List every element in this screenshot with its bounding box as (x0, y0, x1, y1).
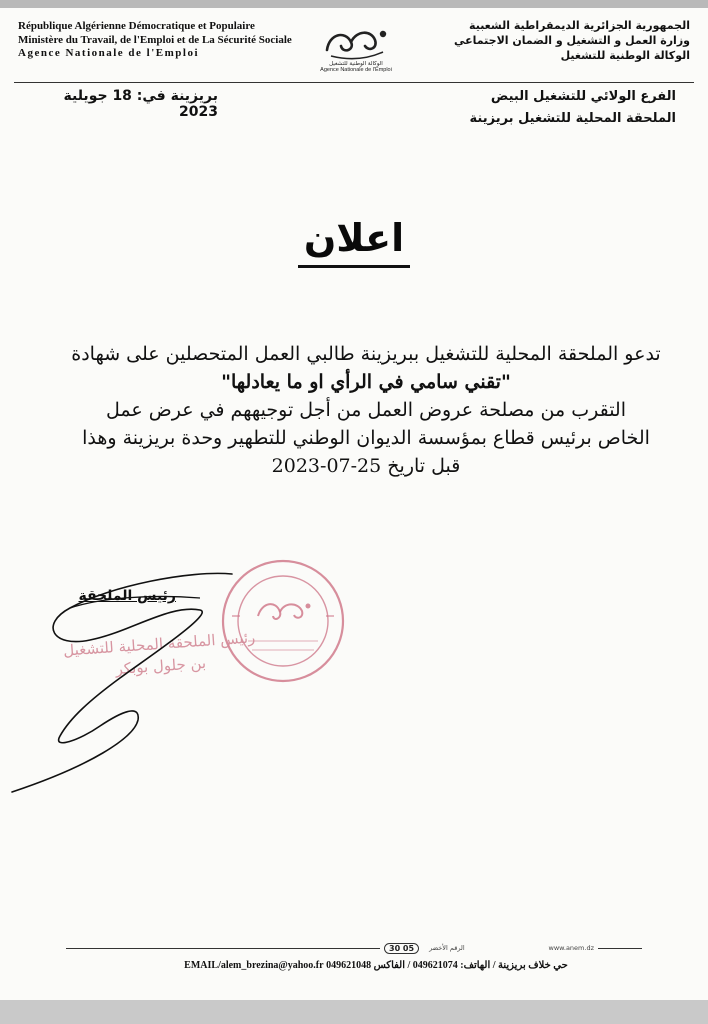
green-number-label: الرقم الأخضر (429, 944, 465, 952)
logo-french-text: Agence Nationale de l'Emploi (320, 67, 392, 73)
header-french (18, 20, 308, 61)
announcement-body (60, 340, 672, 480)
stamp-signatory-name: بن جلول بوبكر (114, 653, 207, 679)
footer-contact-strip (380, 941, 598, 955)
header-fr-ministry: Ministère du Travail, de l'Emploi et de La Sécurité Sociale (18, 33, 292, 46)
header-fr-agency: Agence Nationale de l'Emploi (18, 47, 200, 59)
document-page (0, 8, 708, 1000)
header-fr-republic: République Algérienne Démocratique et Populaire (18, 20, 255, 32)
footer-website: www.anem.dz (548, 944, 594, 952)
header-ar-republic: الجمهورية الجزائرية الديمقراطية الشعبية (469, 19, 690, 32)
footer-address: حي خلاف بريزينة / الهاتف: 049621074 / الفاكس 049621048 (326, 960, 568, 971)
body-line-4: الخاص برئيس قطاع بمؤسسة الديوان الوطني للتطهير وحدة بريزينة وهذا (82, 427, 650, 449)
footer-info (86, 960, 666, 971)
header-ar-ministry: وزارة العمل و التشغيل و الضمان الاجتماعي (454, 34, 690, 47)
branch-regional: الفرع الولائي للتشغيل البيض (490, 89, 676, 104)
logo-arabic-text: الوكالة الوطنية للتشغيل (329, 61, 383, 67)
header-divider (14, 82, 694, 83)
stamp-signatory-title: رئيس الملحقة المحلية للتشغيل (62, 628, 256, 660)
scan-bottom-edge (0, 1000, 708, 1024)
footer-email: EMAIL/alem_brezina@yahoo.fr (184, 960, 324, 971)
body-line-2-qualification: "تقني سامي في الرأي او ما يعادلها" (221, 371, 511, 393)
header-ar-agency: الوكالة الوطنية للتشغيل (560, 49, 690, 62)
announcement-title: اعلان (298, 213, 410, 268)
document-date: بريزينة في: 18 جويلية 2023 (63, 88, 218, 120)
signatory-title: رئيس الملحقة (78, 588, 176, 604)
header-arabic (400, 18, 690, 63)
green-number: 30 05 (384, 943, 419, 954)
branch-block (376, 86, 676, 130)
body-line-3: التقرب من مصلحة عروض العمل من أجل توجيههم في عرض عمل (105, 399, 626, 421)
body-line-5-deadline: قبل تاريخ 25-07-2023 (271, 455, 461, 477)
anem-logo-icon (321, 22, 391, 62)
body-line-1: تدعو الملحقة المحلية للتشغيل ببريزينة طالبي العمل المتحصلين على شهادة (71, 343, 661, 365)
branch-local: الملحقة المحلية للتشغيل بريزينة (469, 111, 676, 126)
anem-logo (305, 22, 407, 82)
announcement-title-block (0, 213, 708, 268)
